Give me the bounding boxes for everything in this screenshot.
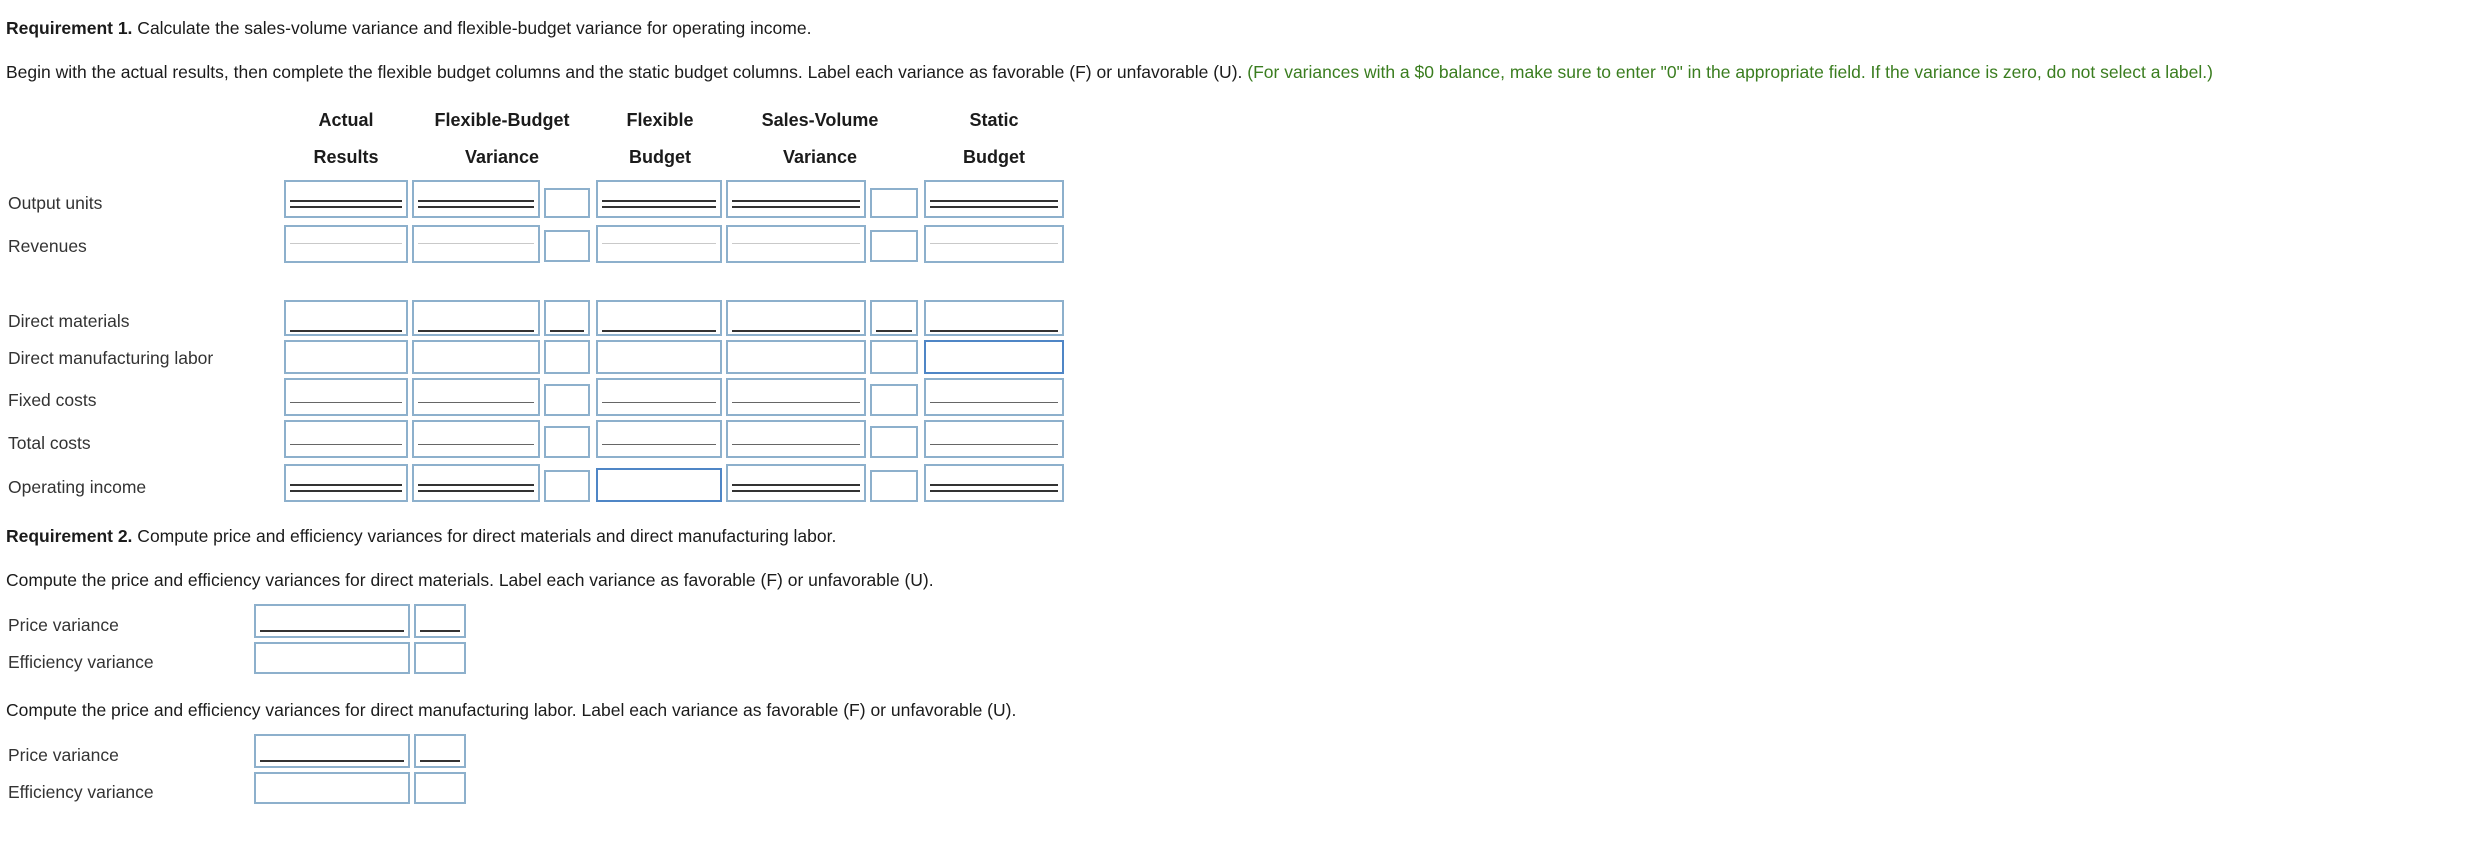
oi-static-input[interactable] <box>924 464 1064 502</box>
dl-efficiency-variance-label: Efficiency variance <box>8 782 154 802</box>
total-static-input[interactable] <box>924 420 1064 458</box>
dl-svv-label-select[interactable] <box>870 340 918 374</box>
fixed-svv-input[interactable] <box>726 378 866 416</box>
col-actual-header: Actual Results <box>313 110 379 167</box>
oi-fbv-label-select[interactable] <box>544 470 590 502</box>
req2-dl-instruction: Compute the price and efficiency variances for direct manufacturing labor. Label each variance as favorable (F) or unfavorable (U). <box>6 700 1017 720</box>
oi-flex-input[interactable] <box>596 468 722 502</box>
revenues-svv-input[interactable] <box>726 225 866 263</box>
dl-fbv-input[interactable] <box>412 340 540 374</box>
row-label-operating-income: Operating income <box>8 477 147 497</box>
total-svv-label-select[interactable] <box>870 426 918 458</box>
oi-actual-input[interactable] <box>284 464 408 502</box>
dm-efficiency-variance-label-select[interactable] <box>414 642 466 674</box>
row-label-total-costs: Total costs <box>8 433 91 453</box>
dl-fbv-label-select[interactable] <box>544 340 590 374</box>
fixed-static-input[interactable] <box>924 378 1064 416</box>
dm-price-variance-label-select[interactable] <box>414 604 466 638</box>
col-svv-header: Sales-Volume Variance <box>761 110 879 167</box>
output-units-fbv-input[interactable] <box>412 180 540 218</box>
oi-svv-input[interactable] <box>726 464 866 502</box>
dm-svv-label-select[interactable] <box>870 300 918 336</box>
dl-flex-input[interactable] <box>596 340 722 374</box>
output-units-actual-input[interactable] <box>284 180 408 218</box>
total-fbv-label-select[interactable] <box>544 426 590 458</box>
oi-fbv-input[interactable] <box>412 464 540 502</box>
revenues-static-input[interactable] <box>924 225 1064 263</box>
fixed-actual-input[interactable] <box>284 378 408 416</box>
total-fbv-input[interactable] <box>412 420 540 458</box>
total-flex-input[interactable] <box>596 420 722 458</box>
dm-price-variance-input[interactable] <box>254 604 410 638</box>
dm-actual-input[interactable] <box>284 300 408 336</box>
revenues-fbv-label-select[interactable] <box>544 230 590 262</box>
req2-dm-instruction: Compute the price and efficiency variances for direct materials. Label each variance as favorable (F) or unfavorable (U). <box>6 570 934 590</box>
revenues-flex-input[interactable] <box>596 225 722 263</box>
req1-hint: (For variances with a $0 balance, make sure to enter "0" in the appropriate field. If the variance is zero, do not select a label.) <box>1242 62 2213 82</box>
fixed-svv-label-select[interactable] <box>870 384 918 416</box>
output-units-svv-label-select[interactable] <box>870 188 918 218</box>
dl-static-input[interactable] <box>924 340 1064 374</box>
dm-efficiency-variance-input[interactable] <box>254 642 410 674</box>
output-units-svv-input[interactable] <box>726 180 866 218</box>
dm-fbv-input[interactable] <box>412 300 540 336</box>
dl-price-variance-input[interactable] <box>254 734 410 768</box>
col-static-header: Static Budget <box>963 110 1025 167</box>
fixed-fbv-input[interactable] <box>412 378 540 416</box>
row-label-direct-labor: Direct manufacturing labor <box>8 348 214 368</box>
output-units-static-input[interactable] <box>924 180 1064 218</box>
output-units-fbv-label-select[interactable] <box>544 188 590 218</box>
row-label-output-units: Output units <box>8 193 103 213</box>
oi-svv-label-select[interactable] <box>870 470 918 502</box>
dl-actual-input[interactable] <box>284 340 408 374</box>
dl-efficiency-variance-input[interactable] <box>254 772 410 804</box>
dl-efficiency-variance-label-select[interactable] <box>414 772 466 804</box>
dm-flex-input[interactable] <box>596 300 722 336</box>
dl-price-variance-label: Price variance <box>8 745 119 765</box>
req1-title: Requirement 1. Calculate the sales-volume variance and flexible-budget variance for operating income. <box>6 18 812 38</box>
row-label-revenues: Revenues <box>8 236 87 256</box>
revenues-actual-input[interactable] <box>284 225 408 263</box>
output-units-flex-input[interactable] <box>596 180 722 218</box>
dl-svv-input[interactable] <box>726 340 866 374</box>
revenues-svv-label-select[interactable] <box>870 230 918 262</box>
req1-instruction: Begin with the actual results, then complete the flexible budget columns and the static budget columns. Label each variance as favorable (F) or unfavorable (U). (For variances with a $0 balance, make sure to enter "0" in the appropriate field. If the variance is zero, do not select a label.) <box>6 62 2213 82</box>
dm-price-variance-label: Price variance <box>8 615 119 635</box>
row-label-direct-materials: Direct materials <box>8 311 130 331</box>
dl-price-variance-label-select[interactable] <box>414 734 466 768</box>
dm-static-input[interactable] <box>924 300 1064 336</box>
row-label-fixed-costs: Fixed costs <box>8 390 97 410</box>
dm-svv-input[interactable] <box>726 300 866 336</box>
fixed-fbv-label-select[interactable] <box>544 384 590 416</box>
col-fbv-header: Flexible-Budget Variance <box>434 110 570 167</box>
col-flex-header: Flexible Budget <box>626 110 694 167</box>
fixed-flex-input[interactable] <box>596 378 722 416</box>
total-svv-input[interactable] <box>726 420 866 458</box>
dm-efficiency-variance-label: Efficiency variance <box>8 652 154 672</box>
total-actual-input[interactable] <box>284 420 408 458</box>
dm-fbv-label-select[interactable] <box>544 300 590 336</box>
revenues-fbv-input[interactable] <box>412 225 540 263</box>
req2-title: Requirement 2. Compute price and efficiency variances for direct materials and direct manufacturing labor. <box>6 526 837 546</box>
